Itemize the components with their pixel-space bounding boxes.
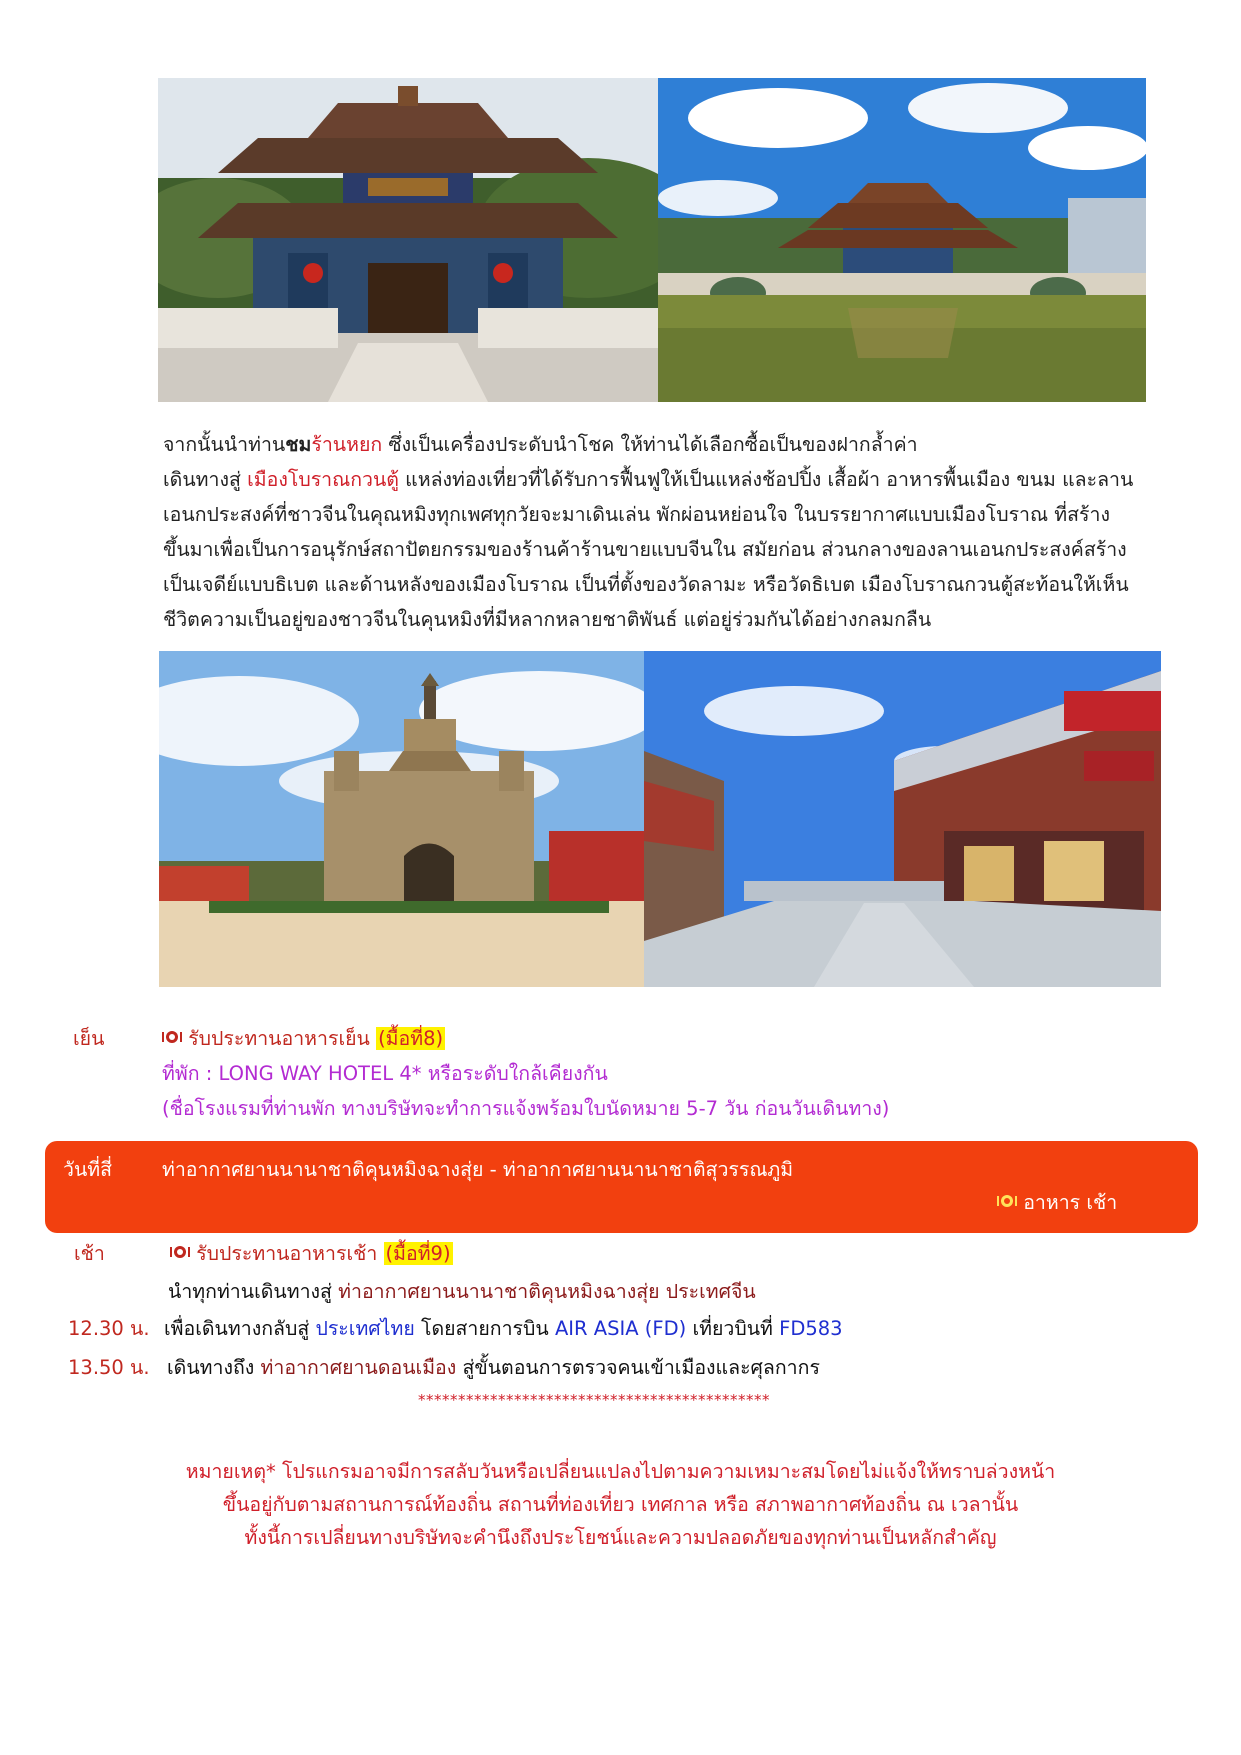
jade-shop-text: ร้านหยก [311,433,383,456]
flight-text: โดยสายการบิน [414,1317,555,1340]
meal-badge: (มื้อที่9) [385,1242,451,1265]
intro-text: เดินทางสู่ [163,468,248,491]
day-route: ท่าอากาศยานนานาชาติคุนหมิงฉางสุ่ย - ท่าอากาศยานนานาชาติสุวรรณภูมิ [162,1158,794,1181]
intro-text: จากนั้นนำท่าน [163,433,286,456]
day-header-band [45,1141,1198,1233]
note-line-3: ทั้งนี้การเปลี่ยนทางบริษัทจะคำนึงถึงประโยชน์และความปลอดภัยของทุกท่านเป็นหลักสำคัญ [244,1526,997,1549]
intro-line-1 [163,427,1173,462]
day-meals-text: อาหาร เช้า [1023,1191,1118,1214]
intro-line-3: เอนกประสงค์ที่ชาวจีนในคุณหมิงทุกเพศทุกวัยจะมาเดินเล่น พักผ่อนหย่อนใจ ในบรรยากาศแบบเมืองโบราณ ที่สร้าง [163,503,1110,526]
dinner-label: เย็น [73,1027,105,1050]
airline-name: AIR ASIA (FD) [554,1317,687,1340]
plate-icon [162,1027,182,1050]
dinner-text: รับประทานอาหารเย็น [188,1027,377,1050]
plate-icon [997,1191,1017,1214]
airport-line-text: นำทุกท่านเดินทางสู่ [168,1280,339,1303]
arrival-line [167,1352,820,1383]
note-line-1: หมายเหตุ* โปรแกรมอาจมีการสลับวันหรือเปลี่ยนแปลงไปตามความเหมาะสมโดยไม่แจ้งให้ทราบล่วงหน้า [185,1460,1056,1483]
intro-line-2 [163,462,1173,497]
hotel-line: ที่พัก : LONG WAY HOTEL 4* หรือระดับใกล้เคียงกัน [162,1062,608,1085]
temple-pond-photo [658,78,1146,402]
intro-bold-text: ชม [285,433,312,456]
flight-text: เที่ยวบินที่ [686,1317,780,1340]
plate-icon [170,1242,190,1265]
day-meals [997,1187,1117,1218]
flight-line [164,1313,843,1344]
intro-text: แหล่งท่องเที่ยวที่ได้รับการฟื้นฟูให้เป็นแหล่งช้อปปิ้ง เสื้อผ้า อาหารพื้นเมือง ขนม และลาน [398,468,1134,491]
temple-front-photo [158,78,658,402]
breakfast-line [170,1238,453,1269]
flight-text: เพื่อเดินทางกลับสู่ [164,1317,316,1340]
intro-paragraph [163,427,1173,637]
breakfast-text: รับประทานอาหารเช้า [196,1242,384,1265]
don-mueang-airport-text: ท่าอากาศยานดอนเมือง [260,1356,457,1379]
old-town-street-photo [644,651,1161,987]
kunming-airport-text: ท่าอากาศยานนานาชาติคุนหมิงฉางสุ่ย ประเทศจีน [338,1280,756,1303]
separator: ******************************************** [418,1391,770,1409]
arrival-text: สู่ขั้นตอนการตรวจคนเข้าเมืองและศุลกากร [456,1356,820,1379]
hotel-note: (ชื่อโรงแรมที่ท่านพัก ทางบริษัทจะทำการแจ้งพร้อมใบนัดหมาย 5-7 วัน ก่อนวันเดินทาง) [162,1097,890,1120]
guandu-old-town-text: เมืองโบราณกวนตู้ [247,468,399,491]
note-line-2: ขึ้นอยู่กับตามสถานการณ์ท้องถิ่น สถานที่ท่องเที่ยว เทศกาล หรือ สภาพอากาศท้องถิ่น ณ เวลานั้น [222,1493,1019,1516]
airport-line [168,1276,756,1307]
intro-text: ซึ่งเป็นเครื่องประดับนำโชค ให้ท่านได้เลือกซื้อเป็นของฝากล้ำค่า [382,433,918,456]
intro-line-4: ขึ้นมาเพื่อเป็นการอนุรักษ์สถาปัตยกรรมของร้านค้าร้านขายแบบจีนใน สมัยก่อน ส่วนกลางของลานเอนกประสงค์สร้าง [163,538,1127,561]
departure-time: 12.30 น. [68,1317,150,1340]
dinner-line [162,1023,445,1054]
arrival-text: เดินทางถึง [167,1356,261,1379]
arrival-time: 13.50 น. [68,1356,150,1379]
intro-line-5: เป็นเจดีย์แบบธิเบต และด้านหลังของเมืองโบราณ เป็นที่ตั้งของวัดลามะ หรือวัดธิเบต เมืองโบราณกวนตู้สะท้อนให้เห็น [163,573,1129,596]
stupa-photo [159,651,644,987]
intro-line-6: ชีวิตความเป็นอยู่ของชาวจีนในคุนหมิงที่มีหลากหลายชาติพันธ์ แต่อยู่ร่วมกันได้อย่างกลมกลืน [163,608,932,631]
destination-country: ประเทศไทย [315,1317,415,1340]
breakfast-label: เช้า [74,1242,105,1265]
day-label: วันที่สี่ [63,1158,113,1181]
meal-badge: (มื้อที่8) [378,1027,444,1050]
flight-number: FD583 [779,1317,843,1340]
